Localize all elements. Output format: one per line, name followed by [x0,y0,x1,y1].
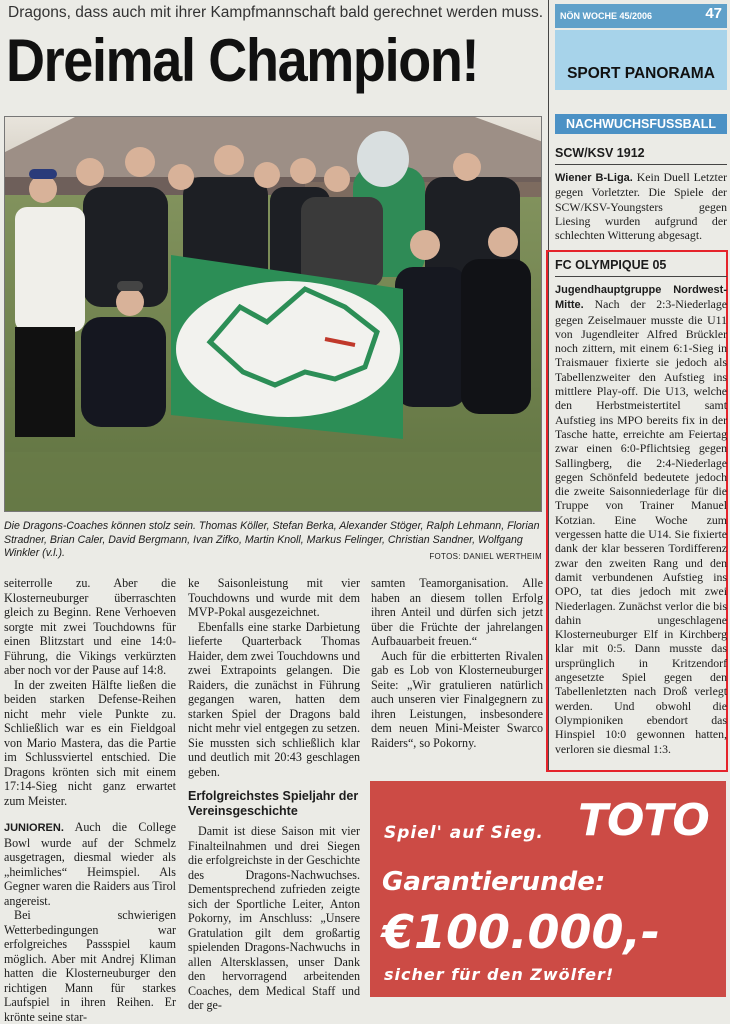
article-paragraph: Ebenfalls eine starke Darbietung lieferte Quarterback Thomas Haider, dem zwei Touchdowns und zwei Extrapoints gelangen. Die Raiders, die zunächst in Führung gegangen waren, hatten dem starken Spiel der Dragons bald nicht mehr viel entgegen zu setzen. Sie mussten sich schließlich klar und deutlich mit 20:43 geschlagen geben. [188,619,360,779]
article-column-3 [371,576,543,750]
ad-line: Garantierunde: [382,867,606,897]
toto-advertisement [370,781,726,997]
issue-bar [555,4,727,28]
article-paragraph: samten Teamorganisation. Alle haben an diesem tollen Erfolg ihren Anteil und dürfen sich jetzt über die Früchte der jahrelangen Aufbauarbeit freuen.“ [371,576,543,648]
article-kicker: Dragons, dass auch mit ihrer Kampfmannschaft bald gerechnet werden muss. [8,4,544,21]
ad-tagline: sicher für den Zwölfer! [384,965,615,984]
article-paragraph [4,820,176,908]
photo-credit: FOTOS: DANIEL WERTHEIM [429,552,542,561]
page-number: 47 [705,5,722,22]
ad-slogan: Spiel' auf Sieg. [384,823,544,843]
sidebar-item-body [555,282,727,756]
sidebar-item-scw [555,146,727,242]
section-banner: NACHWUCHSFUSSBALL [555,114,727,134]
article-paragraph: Damit ist diese Saison mit vier Finalteilnahmen und drei Siegen die erfolgreichste in der Geschichte des Dragons-Nachwuchses. Dementsprechend zufrieden zeigte sich der Sportliche Leiter, Anton Pokorny, im Anschluss: „Unsere Gratulation gilt dem großartig spielenden Dragons-Nachwuchs in allen Altersklassen, unser Dank den hervorragend arbeitenden Coaches, dem Medical Staff und der ge- [188,824,360,1012]
photo-caption-text: Die Dragons-Coaches können stolz sein. Thomas Köller, Stefan Berka, Alexander Stöger, Ralph Lehmann, Florian Stradner, Brian Caler, David Bergmann, Ivan Zifko, Martin Knoll, Markus Felinger, Christian Sandner, Wolfgang Winkler (v.l.). [4,520,540,559]
sidebar-item-body [555,170,727,242]
article-paragraph: seiterrolle zu. Aber die Klosterneuburger überraschten gleich zu Beginn. Rene Verhoeven sorgte mit zwei Touchdowns für einen Blitzstart und eine 14:0-Führung, die Vikings verkürzten aber noch vor der Pause auf 14:8. [4,576,176,677]
toto-logo: TOTO [578,795,709,846]
paragraph-body: Kein Duell Letzter gegen Vorletzter. Die Spiele der SCW/KSV-Youngsters gegen Liesing wurden aufgrund der schlechten Witterung abgesagt. [555,170,727,243]
article-paragraph: Bei schwierigen Wetterbedingungen war erfolgreiches Passspiel kaum möglich. Aber mit Andrej Kliman hatten die Klosterneuburger den richtigen Mann für starkes Laufspiel in ihren Reihen. Er krönte seine star- [4,908,176,1024]
article-paragraph: ke Saisonleistung mit vier Touchdowns und wurde mit dem MVP-Pokal ausgezeichnet. [188,576,360,619]
issue-label: NÖN WOCHE 45/2006 [560,11,653,21]
photo-caption [4,520,542,564]
article-column-2 [188,576,360,1013]
article-subheading: Erfolgreichstes Spieljahr der Vereinsgeschichte [188,789,359,818]
paragraph-lead: Jugendhauptgruppe Nordwest-Mitte. [555,284,727,312]
article-headline: Dreimal Champion! [6,27,479,94]
article-paragraph: Auch für die erbitterten Rivalen gab es Lob von Klosterneuburger Seite: „Wir gratulieren natürlich auch unseren vier Finalgegnern zu ihren Leistungen, insbesondere dem neuen Mini-Meister Swarco Raiders“, so Pokorny. [371,648,543,750]
divider [555,164,727,165]
paragraph-body: Nach der 2:3-Niederlage gegen Zeiselmauer musste die U11 von Jugendleiter Alfred Brückler noch zittern, mit einem 6:1-Sieg in Traismauer fixierte sie jedoch als Tabellenzweiter den Aufstieg ins mittlere Play-off. Die U13, welche den Herbstmeistertitel samt Aufstieg ins MPO bereits fix in der Tasche hatte, erreichte am Feiertag zwar einen 6:0-Pflichtsieg gegen Sallingberg, die 2:4-Niederlage gegen Schönfeld bedeutete jedoch die zweite Saisonniederlage für die Truppe von Trainer Manuel Kotzian. Eine Woche zum vergessen hatte die U14. Sie fixierte dank der klar besseren Tordifferenz zwar den zweiten Rang und den damit verbundenen Aufstieg ins OPO, tat dies jedoch mit zwei Niederlagen. Zunächst verlor die bis dahin ungeschlagene Klosterneuburger Elf in Kirchberg klar mit 0:5. Dann musste das ursprünglich in Kritzendorf angesetzte Spiel gegen den Tabellenletzten nach Droß verlegt werden. Und obwohl die Olympioniken ebendort das Hinspiel 10:0 gewonnen hatten, verloren sie diesmal 1:3. [555,297,727,756]
article-column-1 [4,576,176,1024]
team-photo [4,116,542,512]
paragraph-lead: Wiener B-Liga. [555,172,633,184]
sidebar-item-heading: SCW/KSV 1912 [555,146,645,160]
team-photo-illustration [5,117,542,512]
paragraph-lead: JUNIOREN. [4,822,64,834]
divider [555,276,727,277]
sidebar-item-olympique [555,258,727,756]
section-title: SPORT PANORAMA [555,30,727,90]
paragraph-body: Auch die College Bowl wurde auf der Schmelz ausgetragen, diesmal wieder als „heimliches“ Heimspiel. Als Gegner waren die Raiders aus Tirol angereist. [4,820,176,908]
article-paragraph: In der zweiten Hälfte ließen die beiden starken Defense-Reihen nicht mehr viele Punkte zu. Schließlich war es ein Fieldgoal von Mario Mastera, das die Partie im Schlussviertel entschied. Die Dragons krönten sich mit einem 17:14-Sieg nicht ganz erwartet zum Meister. [4,677,176,808]
ad-amount: €100.000,- [382,905,661,959]
sidebar-item-heading: FC OLYMPIQUE 05 [555,258,667,272]
